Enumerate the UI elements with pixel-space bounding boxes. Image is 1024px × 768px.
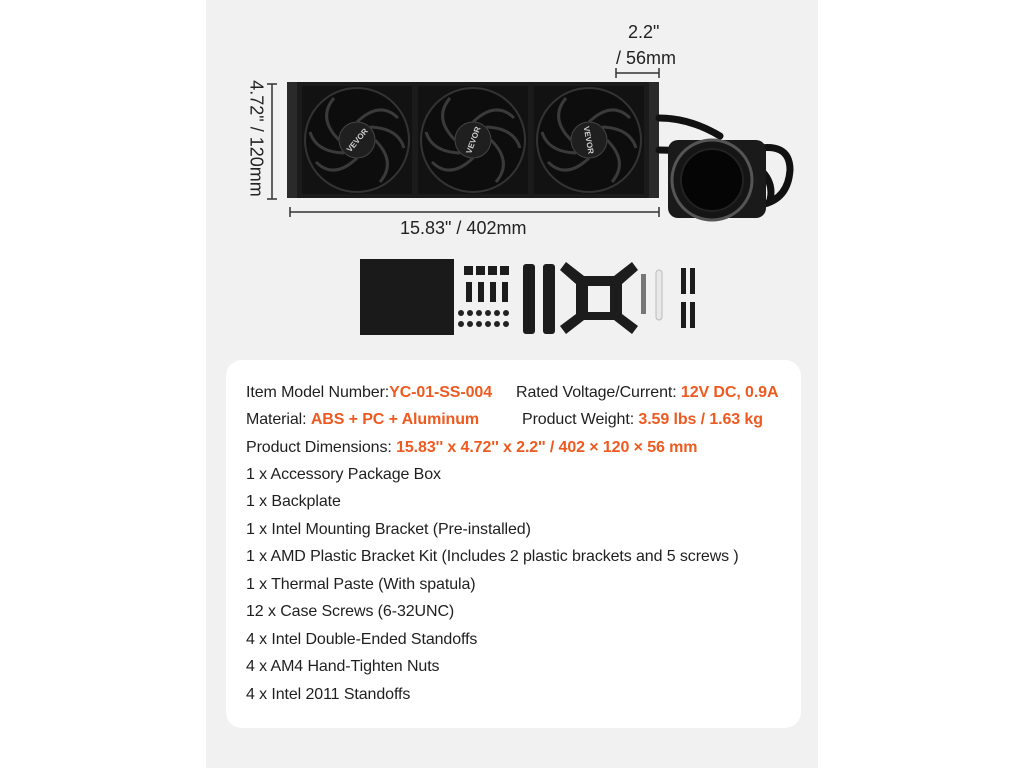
package-item: 4 x AM4 Hand-Tighten Nuts bbox=[246, 658, 440, 675]
material-label: Material: bbox=[246, 411, 311, 428]
package-item: 12 x Case Screws (6-32UNC) bbox=[246, 603, 455, 620]
voltage-label: Rated Voltage/Current: bbox=[516, 384, 681, 401]
model-value: YC-01-SS-004 bbox=[389, 384, 492, 401]
accessories bbox=[360, 259, 695, 335]
weight-value: 3.59 lbs / 1.63 kg bbox=[638, 411, 763, 428]
package-item: 4 x Intel Double-Ended Standoffs bbox=[246, 631, 478, 648]
pump-head bbox=[668, 140, 766, 220]
spec-card bbox=[226, 360, 801, 728]
package-item: 1 x Accessory Package Box bbox=[246, 466, 441, 483]
spec-row-material bbox=[246, 411, 479, 429]
package-item: 4 x Intel 2011 Standoffs bbox=[246, 686, 411, 703]
fan-3-logo: VEVOR bbox=[581, 125, 596, 155]
tube-height-mm-label: / 56mm bbox=[616, 48, 677, 68]
package-item: 1 x AMD Plastic Bracket Kit (Includes 2 plastic brackets and 5 screws ) bbox=[246, 548, 739, 565]
height-label: 4.72" / 120mm bbox=[246, 80, 267, 197]
voltage-value: 12V DC, 0.9A bbox=[680, 384, 779, 401]
spec-row-voltage bbox=[516, 384, 778, 402]
package-item: 1 x Thermal Paste (With spatula) bbox=[246, 576, 476, 593]
spec-row-model bbox=[246, 384, 492, 402]
radiator bbox=[287, 82, 659, 198]
width-label: 15.83" / 402mm bbox=[400, 218, 527, 238]
spec-row-dimensions bbox=[246, 439, 697, 457]
tube-height-label: 2.2" bbox=[628, 22, 660, 42]
cpu-cooler-illustration bbox=[0, 0, 1024, 360]
model-label: Item Model Number: bbox=[246, 384, 390, 401]
package-item: 1 x Intel Mounting Bracket (Pre-installed) bbox=[246, 521, 531, 538]
weight-label: Product Weight: bbox=[522, 411, 639, 428]
dimensions-label: Product Dimensions: bbox=[246, 439, 397, 456]
fan-2-logo: VEVOR bbox=[464, 125, 483, 155]
material-value: ABS + PC + Aluminum bbox=[310, 411, 480, 428]
package-item: 1 x Backplate bbox=[246, 493, 341, 510]
dimensions-value: 15.83'' x 4.72'' x 2.2'' / 402 × 120 × 56 mm bbox=[396, 439, 698, 456]
accessory-box bbox=[360, 259, 454, 335]
fan-1-logo: VEVOR bbox=[344, 126, 370, 154]
spec-row-weight bbox=[522, 411, 763, 429]
